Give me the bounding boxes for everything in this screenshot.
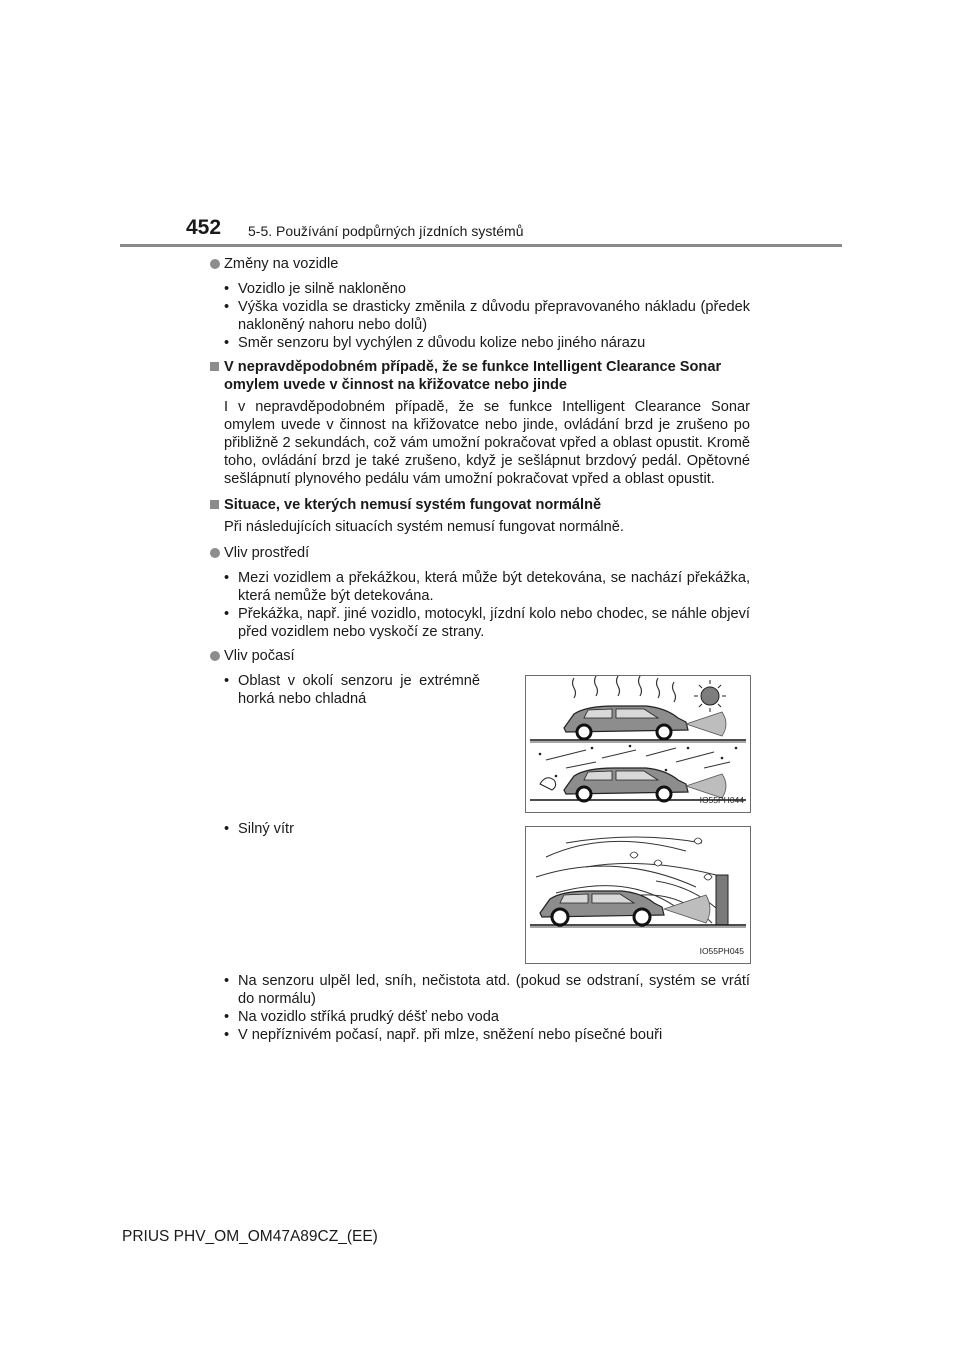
situations-heading: Situace, ve kterých nemusí systém fungovat normálně xyxy=(210,496,750,514)
bullet-square-icon xyxy=(210,500,219,509)
figure-code: IO55PH045 xyxy=(699,946,744,956)
list-item: • Výška vozidla se drasticky změnila z důvodu přepravovaného nákladu (předek nakloněný nahoru nebo dolů) xyxy=(224,298,750,334)
document-code: PRIUS PHV_OM_OM47A89CZ_(EE) xyxy=(122,1228,378,1245)
weather-heading: Vliv počasí xyxy=(210,647,750,665)
list-item: • V nepříznivém počasí, např. při mlze, sněžení nebo písečné bouři xyxy=(224,1026,750,1044)
bullet-dot-icon xyxy=(210,651,220,661)
hot-cold-sensor-figure xyxy=(525,675,751,813)
list-item: • Překážka, např. jiné vozidlo, motocykl, jízdní kolo nebo chodec, se náhle objeví před vozidlem nebo vyskočí ze strany. xyxy=(224,605,750,641)
header-rule xyxy=(120,244,842,247)
weather-figure-row-1 xyxy=(210,672,750,820)
page-number: 452 xyxy=(186,216,222,239)
environment-heading: Vliv prostředí xyxy=(210,544,750,562)
list-item: • Mezi vozidlem a překážkou, která může být detekována, se nachází překážka, která nemůže být detekována. xyxy=(224,569,750,605)
unlikely-activation-body: I v nepravděpodobném případě, že se funkce Intelligent Clearance Sonar omylem uvede v činnost na křižovatce nebo jinde, ovládání brzd je zrušeno po přibližně 2 sekundách, což vám umožní pokračovat vpřed a oblast opustit. Kromě toho, ovládání brzd je také zrušeno, když je sešlápnut brzdový pedál. Opětovné sešlápnutí plynového pedálu vám umožní pokračovat vpřed a oblast opustit. xyxy=(224,399,750,487)
list-item: • Vozidlo je silně nakloněno xyxy=(224,280,750,298)
bullet-dot-icon xyxy=(210,259,220,269)
page-content xyxy=(210,255,750,1050)
situations-intro: Při následujících situacích systém nemusí fungovat normálně. xyxy=(224,519,624,535)
bullet-dot-icon xyxy=(210,548,220,558)
list-item: • Směr senzoru byl vychýlen z důvodu kolize nebo jiného nárazu xyxy=(224,334,750,352)
list-item: • Na vozidlo stříká prudký déšť nebo voda xyxy=(224,1008,750,1026)
unlikely-activation-heading: V nepravděpodobném případě, že se funkce Intelligent Clearance Sonar omylem uvede v činnost na křižovatce nebo jinde xyxy=(210,358,750,394)
environment-list xyxy=(210,569,750,641)
vehicle-changes-heading: Změny na vozidle xyxy=(210,255,750,273)
list-item: • Na senzoru ulpěl led, sníh, nečistota atd. (pokud se odstraní, systém se vrátí do normálu) xyxy=(224,972,750,1008)
strong-wind-figure xyxy=(525,826,751,964)
list-item: • Silný vítr xyxy=(224,820,480,838)
list-item: • Oblast v okolí senzoru je extrémně horká nebo chladná xyxy=(224,672,480,708)
section-title: 5-5. Používání podpůrných jízdních systémů xyxy=(248,223,524,239)
vehicle-changes-list xyxy=(210,280,750,352)
bullet-square-icon xyxy=(210,362,219,371)
weather-list xyxy=(210,972,750,1044)
weather-figure-row-2 xyxy=(210,820,750,972)
figure-code: IO55PH044 xyxy=(699,795,744,805)
